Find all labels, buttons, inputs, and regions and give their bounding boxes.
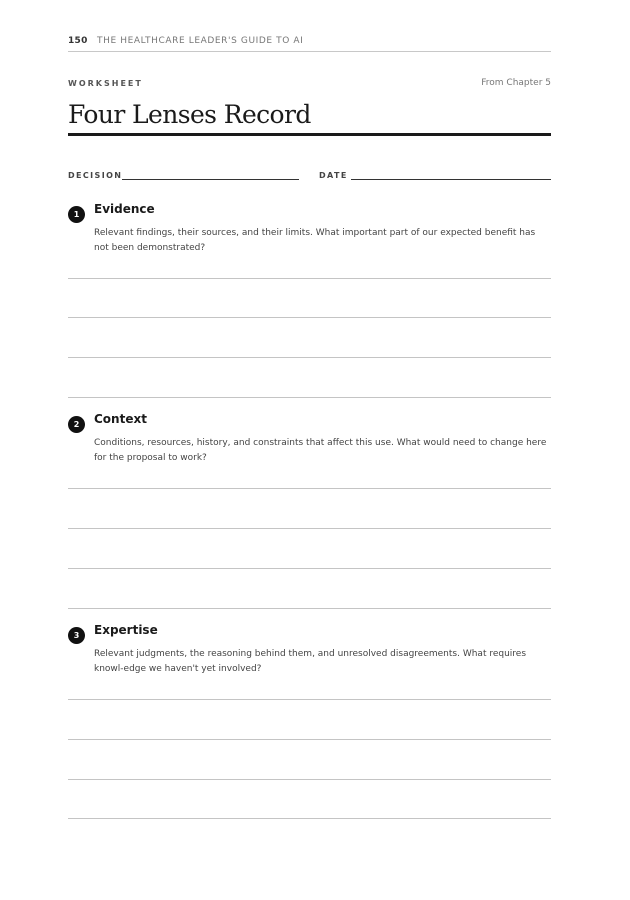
page-number: 150 — [68, 36, 88, 46]
writing-line[interactable] — [68, 608, 551, 609]
writing-line[interactable] — [68, 488, 551, 489]
decision-field[interactable] — [122, 179, 299, 180]
page-title: Four Lenses Record — [68, 100, 311, 129]
book-title: THE HEALTHCARE LEADER'S GUIDE TO AI — [97, 36, 304, 46]
writing-line[interactable] — [68, 317, 551, 318]
section-heading: Expertise — [94, 623, 158, 637]
writing-line[interactable] — [68, 278, 551, 279]
chapter-reference: From Chapter 5 — [481, 78, 551, 88]
section-heading: Evidence — [94, 202, 155, 216]
writing-line[interactable] — [68, 568, 551, 569]
running-head — [68, 35, 551, 52]
section-number-badge: 2 — [68, 416, 85, 433]
writing-line[interactable] — [68, 779, 551, 780]
writing-line[interactable] — [68, 699, 551, 700]
writing-line[interactable] — [68, 528, 551, 529]
writing-line[interactable] — [68, 397, 551, 398]
title-rule — [68, 133, 551, 136]
section-description: Relevant judgments, the reasoning behind them, and unresolved disagreements. What requires knowl-edge we haven't yet involved? — [94, 649, 527, 674]
section-number-badge: 1 — [68, 206, 85, 223]
writing-line[interactable] — [68, 357, 551, 358]
worksheet-label: WORKSHEET — [68, 79, 143, 88]
section-heading: Context — [94, 412, 147, 426]
decision-label: DECISION — [68, 171, 123, 180]
date-label: DATE — [319, 171, 348, 180]
section-number-badge: 3 — [68, 627, 85, 644]
writing-line[interactable] — [68, 818, 551, 819]
worksheet-label-row — [68, 78, 551, 92]
section-description: Relevant findings, their sources, and their limits. What important part of our expected benefit has not been demonstrated? — [94, 228, 536, 253]
writing-line[interactable] — [68, 739, 551, 740]
date-field[interactable] — [351, 179, 551, 180]
section-description: Conditions, resources, history, and constraints that affect this use. What would need to change here for the proposal to work? — [94, 438, 547, 463]
